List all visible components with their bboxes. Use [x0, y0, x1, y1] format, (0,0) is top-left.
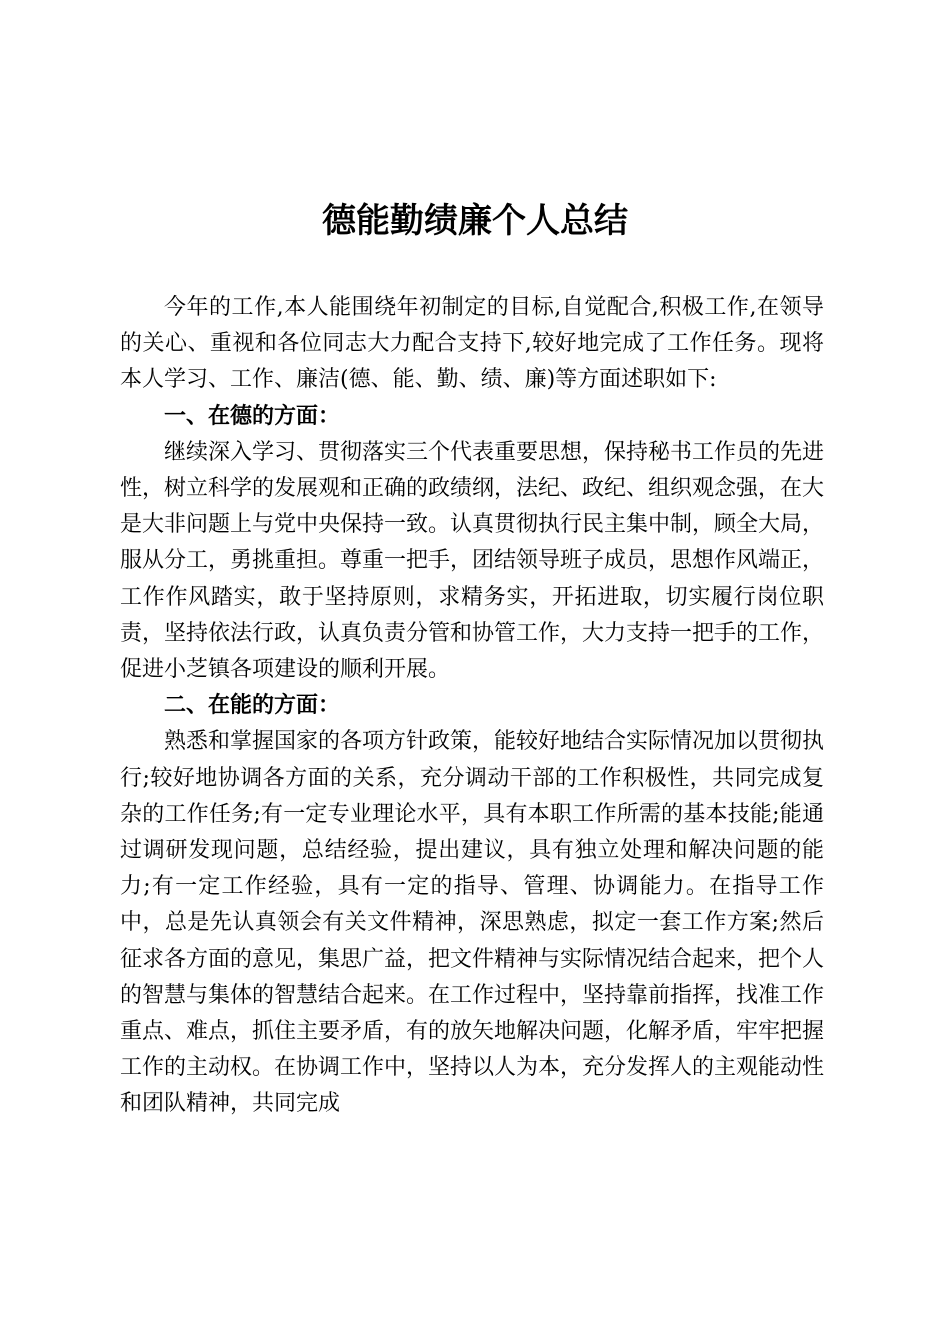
section-paragraph-de: 继续深入学习、贯彻落实三个代表重要思想，保持秘书工作员的先进性，树立科学的发展观和正确的政绩纲，法纪、政纪、组织观念强，在大是大非问题上与党中央保持一致。认真贯彻执行民主集中制，顾全大局，服从分工，勇挑重担。尊重一把手，团结领导班子成员，思想作风端正，工作作风踏实，敢于坚持原则，求精务实，开拓进取，切实履行岗位职责，坚持依法行政，认真负责分管和协管工作，大力支持一把手的工作，促进小芝镇各项建设的顺利开展。: [120, 439, 825, 683]
intro-paragraph: 今年的工作,本人能围绕年初制定的目标,自觉配合,积极工作,在领导的关心、重视和各位同志大力配合支持下,较好地完成了工作任务。现将本人学习、工作、廉洁(德、能、勤、绩、廉)等方面述职如下:: [120, 295, 824, 393]
section-paragraph-neng: 熟悉和掌握国家的各项方针政策，能较好地结合实际情况加以贯彻执行;较好地协调各方面的关系，充分调动干部的工作积极性，共同完成复杂的工作任务;有一定专业理论水平，具有本职工作所需的基本技能;能通过调研发现问题，总结经验，提出建议，具有独立处理和解决问题的能力;有一定工作经验，具有一定的指导、管理、协调能力。在指导工作中，总是先认真领会有关文件精神，深思熟虑，拟定一套工作方案;然后征求各方面的意见，集思广益，把文件精神与实际情况结合起来，把个人的智慧与集体的智慧结合起来。在工作过程中，坚持靠前指挥，找准工作重点、难点，抓住主要矛盾，有的放矢地解决问题，化解矛盾，牢牢把握工作的主动权。在协调工作中，坚持以人为本，充分发挥人的主观能动性和团队精神，共同完成: [120, 729, 825, 1117]
document-title: 德能勤绩廉个人总结: [322, 201, 628, 241]
document-body: [120, 290, 824, 1123]
section-heading-de: 一、在德的方面：: [164, 403, 341, 429]
section-heading-neng: 二、在能的方面：: [164, 693, 341, 719]
